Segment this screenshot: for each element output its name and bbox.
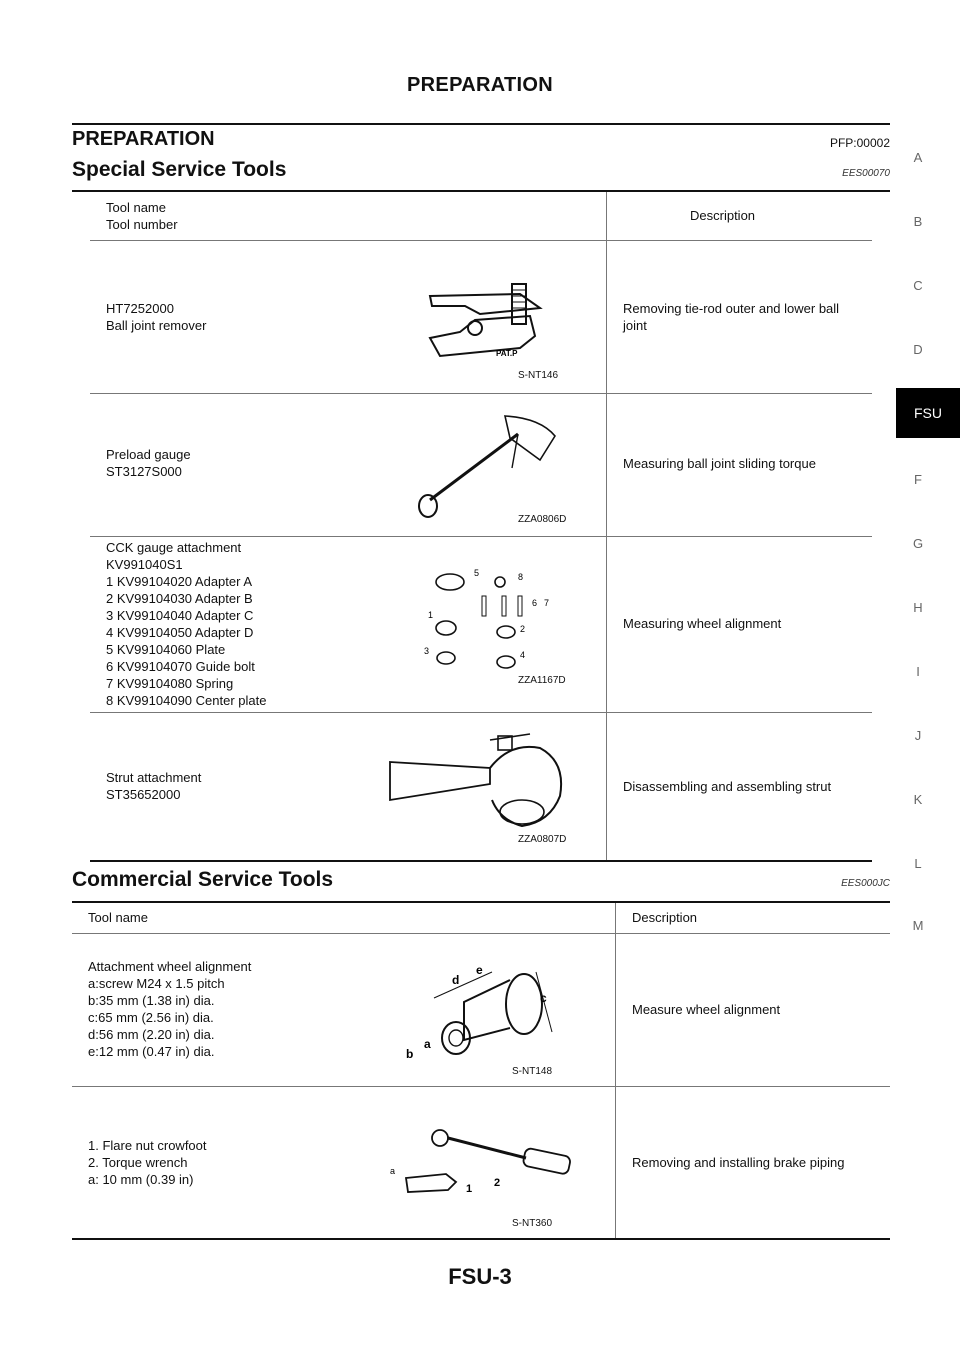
dimension-callout: d xyxy=(452,973,460,987)
strut-attachment-illustration xyxy=(390,722,570,832)
part-callout: 2 xyxy=(520,624,526,634)
special-row-divider xyxy=(90,536,872,537)
commercial-col-toolname-header: Tool name xyxy=(88,910,148,925)
special-tools-title: Special Service Tools xyxy=(72,158,287,181)
wheel-alignment-attachment-illustration xyxy=(404,962,564,1062)
part-callout: 8 xyxy=(518,572,524,582)
part-callout: 5 xyxy=(474,568,480,578)
side-index-f[interactable]: F xyxy=(914,472,922,487)
special-row-name: Strut attachment ST35652000 xyxy=(106,770,202,802)
section-code: PFP:00002 xyxy=(829,136,890,150)
side-index-l[interactable]: L xyxy=(914,856,922,871)
part-callout: 7 xyxy=(544,598,550,608)
side-index-fsu-active[interactable]: FSU xyxy=(896,388,960,438)
commercial-row-divider xyxy=(72,1086,890,1087)
cck-gauge-attachment-illustration xyxy=(418,566,558,670)
dimension-callout: b xyxy=(406,1047,414,1061)
side-index-k[interactable]: K xyxy=(913,792,923,807)
dimension-callout: a xyxy=(424,1037,431,1051)
commercial-row-desc: Measure wheel alignment xyxy=(632,1002,781,1017)
pat-label: PAT.P xyxy=(496,349,518,358)
special-row-divider xyxy=(90,712,872,713)
figure-caption: ZZA0806D xyxy=(518,514,567,525)
special-row-desc: Measuring ball joint sliding torque xyxy=(623,456,816,471)
crowfoot-torque-wrench-illustration xyxy=(386,1124,586,1204)
special-row-desc: Disassembling and assembling strut xyxy=(623,779,832,794)
special-row-name: CCK gauge attachment KV991040S1 1 KV99104020 Adapter A 2 KV99104030 Adapter B 3 KV99104040 Adapter C 4 KV99104050 Adapter D 5 KV99104060 Plate 6 KV99104070 Guide bolt 7 KV99104080 Spring 8 KV99104090 Center plate xyxy=(106,540,267,708)
figure-caption: S-NT146 xyxy=(518,370,559,381)
special-row-name: HT7252000 Ball joint remover xyxy=(106,301,207,333)
dimension-callout: c xyxy=(540,991,547,1005)
section-rule xyxy=(72,123,890,125)
side-index-j[interactable]: J xyxy=(914,728,922,743)
special-table-bottom-rule xyxy=(90,860,872,862)
commercial-row-desc: Removing and installing brake piping xyxy=(632,1155,845,1170)
figure-caption: ZZA0807D xyxy=(518,834,567,845)
special-row-desc: Measuring wheel alignment xyxy=(623,616,782,631)
side-index-m[interactable]: M xyxy=(912,918,924,933)
side-index-h[interactable]: H xyxy=(913,600,923,615)
special-table-top-rule xyxy=(72,190,890,192)
page-header: PREPARATION xyxy=(407,74,553,96)
page-number: FSU-3 xyxy=(448,1264,512,1289)
commercial-header-divider xyxy=(72,933,890,934)
special-header-divider xyxy=(90,240,872,241)
special-row-name: Preload gauge ST3127S000 xyxy=(106,447,191,479)
side-index-g[interactable]: G xyxy=(912,536,924,551)
part-callout: 4 xyxy=(520,650,526,660)
special-row-desc: Removing tie-rod outer and lower ball joint xyxy=(623,301,840,333)
figure-caption: S-NT148 xyxy=(512,1066,553,1077)
special-col-description-header: Description xyxy=(690,208,756,223)
part-callout: 6 xyxy=(532,598,538,608)
preload-gauge-illustration xyxy=(410,408,570,524)
ball-joint-remover-illustration xyxy=(420,276,580,366)
part-callout: 1 xyxy=(428,610,434,620)
section-title: PREPARATION xyxy=(72,128,215,150)
commercial-tools-ref: EES000JC xyxy=(841,878,890,889)
side-index-c[interactable]: C xyxy=(913,278,923,293)
commercial-col-divider xyxy=(615,903,616,1239)
side-index-a[interactable]: A xyxy=(913,150,923,165)
special-tools-ref: EES00070 xyxy=(842,168,890,179)
commercial-row-name: 1. Flare nut crowfoot 2. Torque wrench a: 10 mm (0.39 in) xyxy=(88,1138,207,1187)
commercial-row-name: Attachment wheel alignment a:screw M24 x 1.5 pitch b:35 mm (1.38 in) dia. c:65 mm (2.56 in) dia. d:56 mm (2.20 in) dia. e:12 mm (0.47 in) dia. xyxy=(88,959,252,1059)
commercial-col-description-header: Description xyxy=(632,910,698,925)
commercial-tools-title: Commercial Service Tools xyxy=(72,868,334,891)
side-index-b[interactable]: B xyxy=(913,214,923,229)
part-callout: 3 xyxy=(424,646,430,656)
commercial-table-bottom-rule xyxy=(72,1238,890,1240)
commercial-table-top-rule xyxy=(72,901,890,903)
part-callout: 1 xyxy=(466,1183,473,1195)
figure-caption: ZZA1167D xyxy=(518,675,566,686)
part-callout: 2 xyxy=(494,1177,501,1189)
side-index-d[interactable]: D xyxy=(913,342,923,357)
side-index-i[interactable]: I xyxy=(916,664,920,679)
special-col-toolname-header: Tool name Tool number xyxy=(106,200,178,232)
special-row-divider xyxy=(90,393,872,394)
dimension-callout: a xyxy=(390,1166,396,1176)
figure-caption: S-NT360 xyxy=(512,1218,553,1229)
dimension-callout: e xyxy=(476,963,483,977)
special-col-divider xyxy=(606,192,607,860)
